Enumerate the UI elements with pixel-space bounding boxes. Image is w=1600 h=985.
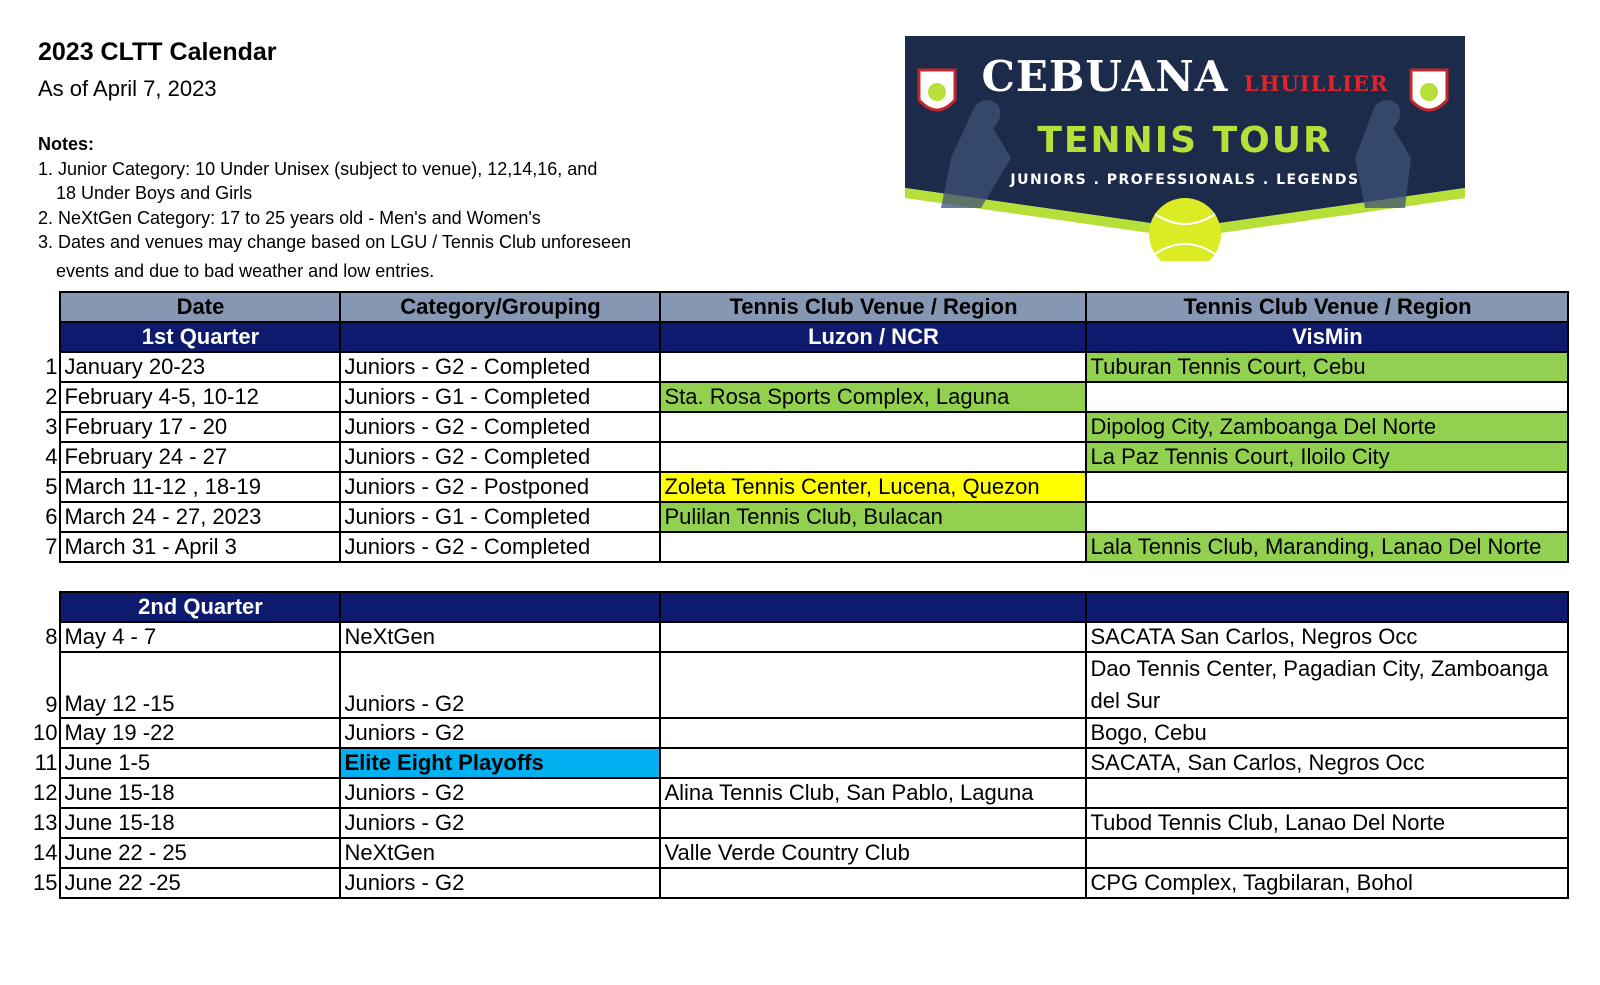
venue-luzon-cell: Pulilan Tennis Club, Bulacan [660,502,1086,532]
note-line: 2. NeXtGen Category: 17 to 25 years old - Men's and Women's [38,207,541,228]
date-cell: May 12 -15 [60,652,340,718]
date-cell: February 24 - 27 [60,442,340,472]
row-number: 6 [45,504,58,529]
date-cell: March 24 - 27, 2023 [60,502,340,532]
row-number: 2 [45,384,58,409]
row-number: 11 [34,750,58,775]
quarter-label: 2nd Quarter [60,592,340,622]
table-row [33,442,1568,472]
category-cell: NeXtGen [340,838,660,868]
venue-vismin-cell: SACATA, San Carlos, Negros Occ [1086,748,1568,778]
calendar-table [33,291,1569,899]
date-cell: March 11-12 , 18-19 [60,472,340,502]
table-row [33,838,1568,868]
venue-vismin-cell: Lala Tennis Club, Maranding, Lanao Del Norte [1086,532,1568,562]
table-row [33,412,1568,442]
logo-brand-main: CEBUANA [981,52,1229,101]
logo-brand-name [905,52,1465,101]
venue-vismin-cell [1086,838,1568,868]
category-cell: Juniors - G2 [340,652,660,718]
row-number: 14 [33,840,58,865]
quarter-row-q2 [33,592,1568,622]
header-category: Category/Grouping [340,292,660,322]
table-row [33,352,1568,382]
logo-tagline: JUNIORS . PROFESSIONALS . LEGENDS [1010,172,1360,188]
row-number: 15 [33,870,58,895]
date-cell: March 31 - April 3 [60,532,340,562]
venue-luzon-cell [660,352,1086,382]
row-number: 12 [33,780,58,805]
logo-brand-sub: LHUILLIER [1243,71,1389,96]
table-row [33,808,1568,838]
venue-luzon-cell [660,868,1086,898]
category-cell: Elite Eight Playoffs [340,748,660,778]
venue-luzon-cell: Valle Verde Country Club [660,838,1086,868]
venue-luzon-cell: Zoleta Tennis Center, Lucena, Quezon [660,472,1086,502]
logo-tour-name: TENNIS TOUR [1037,120,1333,161]
row-number: 4 [45,444,58,469]
as-of-date: As of April 7, 2023 [38,76,217,101]
table-header-row [33,292,1568,322]
category-cell: Juniors - G2 - Postponed [340,472,660,502]
venue-vismin-cell: La Paz Tennis Court, Iloilo City [1086,442,1568,472]
category-cell: Juniors - G2 - Completed [340,412,660,442]
row-number: 13 [33,810,58,835]
category-cell: Juniors - G1 - Completed [340,502,660,532]
date-cell: June 22 -25 [60,868,340,898]
venue-luzon-cell [660,532,1086,562]
venue-vismin-cell [1086,382,1568,412]
category-cell: Juniors - G2 [340,778,660,808]
venue-vismin-cell: Tuburan Tennis Court, Cebu [1086,352,1568,382]
venue-luzon-cell [660,442,1086,472]
date-cell: February 4-5, 10-12 [60,382,340,412]
venue-luzon-cell [660,652,1086,718]
venue-luzon-cell: Alina Tennis Club, San Pablo, Laguna [660,778,1086,808]
venue-vismin-cell: CPG Complex, Tagbilaran, Bohol [1086,868,1568,898]
category-cell: Juniors - G2 - Completed [340,442,660,472]
venue-vismin-cell [1086,778,1568,808]
notes-section [38,132,631,283]
row-number: 5 [45,474,58,499]
table-row [33,382,1568,412]
table-row [33,472,1568,502]
venue-vismin-cell: Bogo, Cebu [1086,718,1568,748]
venue-luzon-cell [660,718,1086,748]
venue-vismin-cell [1086,472,1568,502]
quarter-label: 1st Quarter [60,322,340,352]
venue-vismin-cell: Dipolog City, Zamboanga Del Norte [1086,412,1568,442]
category-cell: Juniors - G2 - Completed [340,532,660,562]
note-line: 3. Dates and venues may change based on LGU / Tennis Club unforeseen [38,232,632,252]
venue-vismin-cell: Tubod Tennis Club, Lanao Del Norte [1086,808,1568,838]
category-cell: Juniors - G1 - Completed [340,382,660,412]
table-row [33,652,1568,718]
row-number: 8 [45,624,58,649]
venue-luzon-cell [660,808,1086,838]
header-venue-luzon: Tennis Club Venue / Region [660,292,1086,322]
quarter-row-q1 [33,322,1568,352]
table-row [33,868,1568,898]
table-row [33,778,1568,808]
table-row [33,502,1568,532]
category-cell: Juniors - G2 - Completed [340,352,660,382]
venue-vismin-cell: SACATA San Carlos, Negros Occ [1086,622,1568,652]
table-row [33,718,1568,748]
venue-vismin-cell: Dao Tennis Center, Pagadian City, Zamboanga del Sur [1086,652,1568,718]
venue-luzon-cell [660,748,1086,778]
category-cell: Juniors - G2 [340,808,660,838]
note-line: 1. Junior Category: 10 Under Unisex (subject to venue), 12,14,16, and [38,158,598,179]
date-cell: June 1-5 [60,748,340,778]
row-number: 10 [33,720,58,745]
date-cell: June 22 - 25 [60,838,340,868]
table-row [33,532,1568,562]
table-row [33,622,1568,652]
notes-heading: Notes: [38,134,95,154]
region-luzon: Luzon / NCR [660,322,1086,352]
category-cell: NeXtGen [340,622,660,652]
date-cell: June 15-18 [60,778,340,808]
venue-vismin-cell [1086,502,1568,532]
row-number: 9 [45,692,58,717]
row-number: 3 [45,414,58,439]
date-cell: January 20-23 [60,352,340,382]
tour-logo [905,36,1465,261]
category-cell: Juniors - G2 [340,868,660,898]
row-number: 1 [45,354,58,379]
region-vismin: VisMin [1086,322,1568,352]
venue-luzon-cell [660,412,1086,442]
note-line: events and due to bad weather and low entries. [56,260,435,281]
date-cell: February 17 - 20 [60,412,340,442]
note-line: 18 Under Boys and Girls [56,183,253,203]
venue-luzon-cell [660,622,1086,652]
header-date: Date [60,292,340,322]
date-cell: May 19 -22 [60,718,340,748]
page-title: 2023 CLTT Calendar [38,38,277,66]
date-cell: June 15-18 [60,808,340,838]
row-number: 7 [45,534,58,559]
date-cell: May 4 - 7 [60,622,340,652]
venue-luzon-cell: Sta. Rosa Sports Complex, Laguna [660,382,1086,412]
header-venue-vismin: Tennis Club Venue / Region [1086,292,1568,322]
category-cell: Juniors - G2 [340,718,660,748]
table-row [33,748,1568,778]
